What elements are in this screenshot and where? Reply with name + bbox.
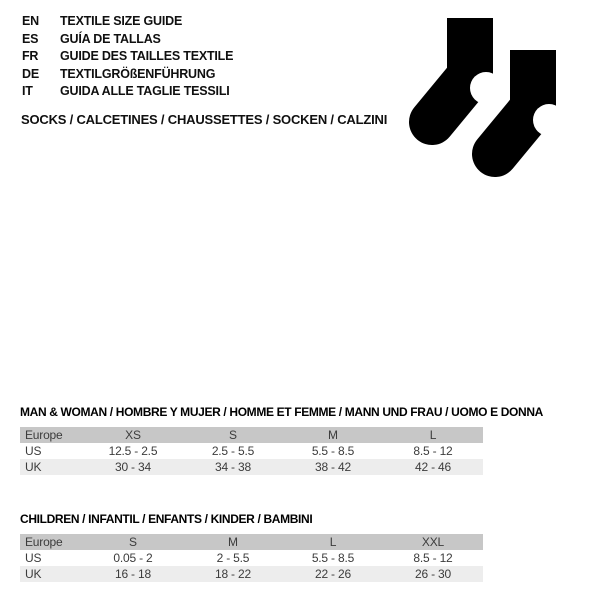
table-row-uk (20, 566, 483, 582)
column-header: Europe (25, 428, 63, 442)
language-label: GUIDA ALLE TAGLIE TESSILI (60, 84, 230, 99)
column-header: S (129, 535, 137, 549)
table-row-uk (20, 459, 483, 475)
size-table (20, 534, 483, 582)
language-row (22, 48, 233, 66)
size-cell: 42 - 46 (414, 460, 451, 474)
size-cell: 30 - 34 (114, 460, 151, 474)
row-label: US (25, 444, 42, 458)
size-cell: 18 - 22 (214, 567, 251, 581)
size-table-children (20, 512, 483, 582)
table-header-row (20, 534, 483, 550)
row-label: US (25, 551, 42, 565)
size-cell: 26 - 30 (414, 567, 451, 581)
language-row (22, 13, 233, 31)
column-header: XS (125, 428, 141, 442)
column-header: S (229, 428, 237, 442)
language-row (22, 83, 233, 101)
size-cell: 2 - 5.5 (216, 551, 250, 565)
size-cell: 5.5 - 8.5 (311, 444, 355, 458)
row-label: UK (25, 460, 42, 474)
size-cell: 22 - 26 (314, 567, 351, 581)
size-table-man-woman (20, 405, 543, 475)
size-cell: 8.5 - 12 (413, 444, 453, 458)
size-cell: 34 - 38 (214, 460, 251, 474)
size-cell: 38 - 42 (314, 460, 351, 474)
language-row (22, 66, 233, 84)
column-header: M (328, 428, 338, 442)
language-row (22, 31, 233, 49)
language-label: GUIDE DES TAILLES TEXTILE (60, 49, 234, 64)
size-cell: 12.5 - 2.5 (108, 444, 158, 458)
column-header: L (429, 428, 437, 442)
language-code: FR (22, 49, 39, 64)
size-cell: 5.5 - 8.5 (311, 551, 355, 565)
size-cell: 8.5 - 12 (413, 551, 453, 565)
category-line: SOCKS / CALCETINES / CHAUSSETTES / SOCKEN / CALZINI (21, 112, 388, 127)
language-label: TEXTILE SIZE GUIDE (60, 14, 183, 28)
language-code: IT (22, 84, 33, 99)
language-code: DE (22, 66, 39, 81)
language-list (22, 13, 233, 101)
language-label: TEXTILGRÖßENFÜHRUNG (60, 66, 216, 81)
language-code: ES (22, 31, 39, 46)
column-header: Europe (25, 535, 63, 549)
language-label: GUÍA DE TALLAS (60, 31, 161, 46)
language-code: EN (22, 14, 39, 28)
size-cell: 2.5 - 5.5 (211, 444, 255, 458)
size-table (20, 427, 483, 475)
column-header: L (329, 535, 337, 549)
table-title: CHILDREN / INFANTIL / ENFANTS / KINDER / BAMBINI (20, 512, 313, 526)
size-cell: 16 - 18 (114, 567, 151, 581)
table-header-row (20, 427, 483, 443)
size-cell: 0.05 - 2 (113, 551, 153, 565)
row-label: UK (25, 567, 42, 581)
table-row-us (20, 443, 483, 459)
column-header: XXL (421, 535, 445, 549)
socks-icon (402, 8, 574, 180)
column-header: M (228, 535, 238, 549)
table-title: MAN & WOMAN / HOMBRE Y MUJER / HOMME ET FEMME / MANN UND FRAU / UOMO E DONNA (20, 405, 543, 419)
table-row-us (20, 550, 483, 566)
